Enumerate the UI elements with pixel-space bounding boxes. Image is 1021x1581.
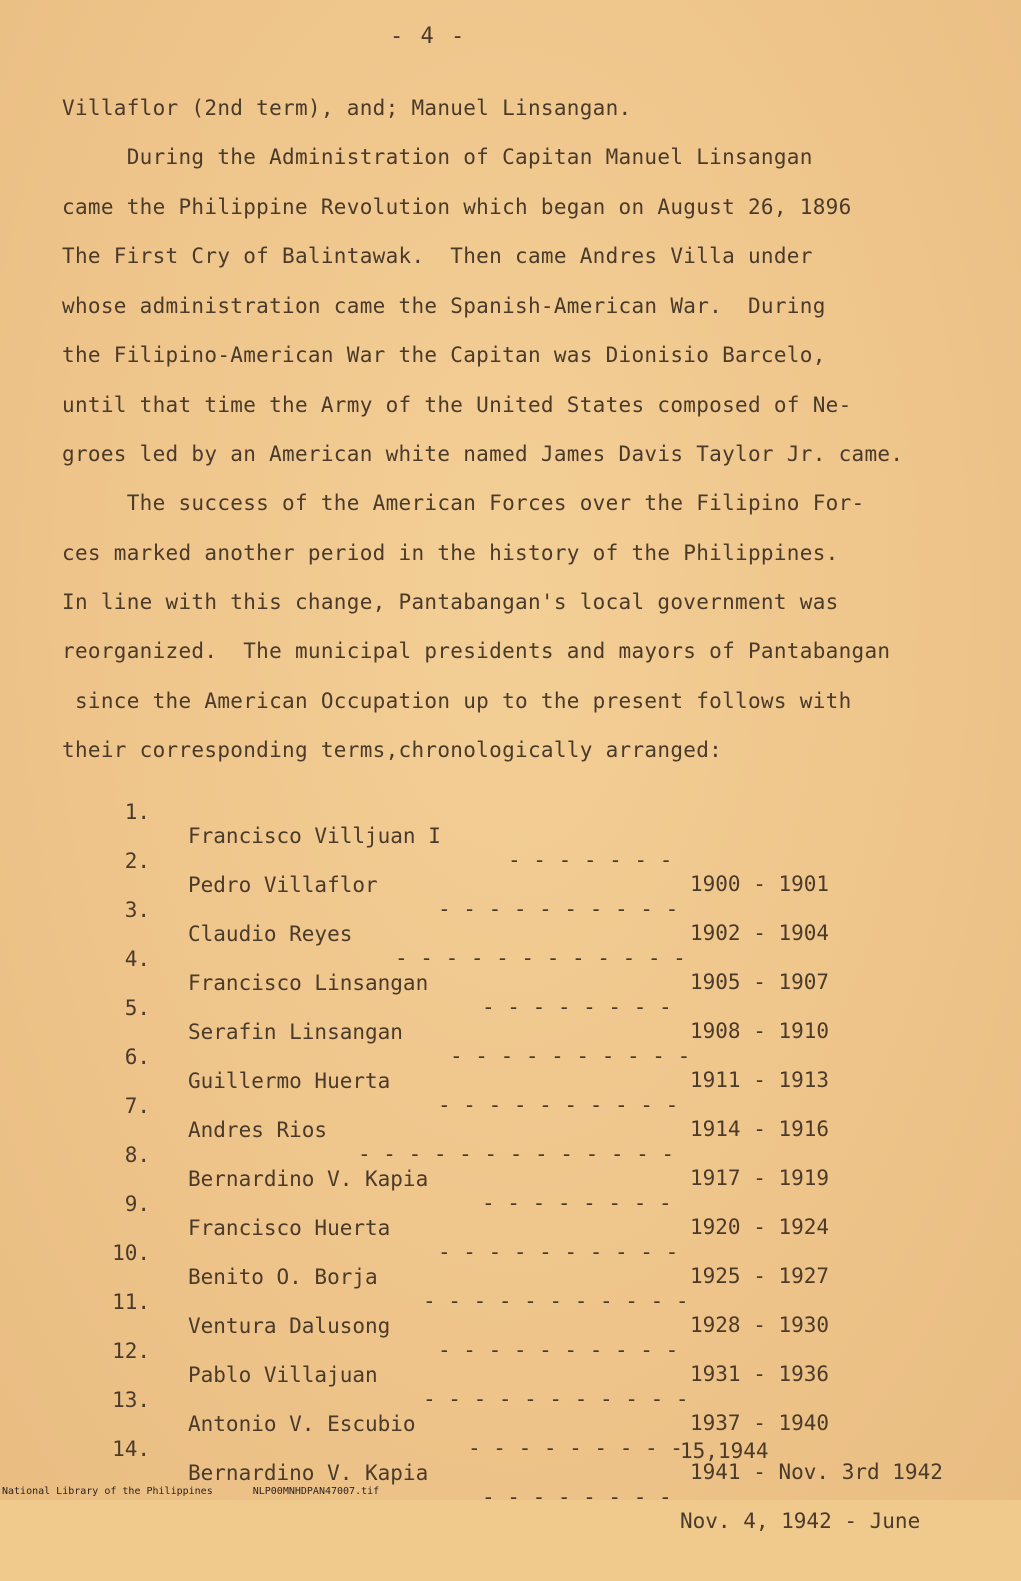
- list-item: 3. Claudio Reyes - - - - - - - - - - - - 1905 - 1907: [124, 898, 830, 994]
- footer-library: National Library of the Philippines: [2, 1486, 213, 1497]
- list-item: 1. Francisco Villjuan I - - - - - - - 1900 - 1901: [124, 800, 830, 896]
- list-item: 10. Benito O. Borja - - - - - - - - - - - 1928 - 1930: [112, 1241, 830, 1337]
- text-line-3: came the Philippine Revolution which began on August 26, 1896: [62, 195, 852, 219]
- list-item: 14. Bernardino V. Kapia - - - - - - - - Nov. 4, 1942 - June 15,1944: [112, 1437, 921, 1533]
- text-line-4: The First Cry of Balintawak. Then came Andres Villa under: [62, 244, 813, 268]
- text-line-5: whose administration came the Spanish-American War. During: [62, 294, 826, 318]
- list-item: 4. Francisco Linsangan - - - - - - - - 1908 - 1910: [124, 947, 830, 1043]
- list-item: 2. Pedro Villaflor - - - - - - - - - - 1902 - 1904: [124, 849, 830, 945]
- archive-footer: [2, 1486, 419, 1497]
- text-line-9: The success of the American Forces over the Filipino For-: [62, 491, 865, 515]
- text-line-11: In line with this change, Pantabangan's local government was: [62, 590, 839, 614]
- page-number: - 4 -: [390, 24, 467, 49]
- text-line-14: their corresponding terms,chronologically arranged:: [62, 738, 723, 762]
- footer-file: NLP00MNHDPAN47007.tif: [252, 1486, 380, 1497]
- text-line-13: since the American Occupation up to the present follows with: [62, 689, 852, 713]
- list-item: 11. Ventura Dalusong - - - - - - - - - - 1931 - 1936: [112, 1290, 830, 1386]
- text-line-8: groes led by an American white named James Davis Taylor Jr. came.: [62, 442, 904, 466]
- text-line-12: reorganized. The municipal presidents and mayors of Pantabangan: [62, 639, 891, 663]
- text-line-2: During the Administration of Capitan Manuel Linsangan: [62, 145, 813, 169]
- text-line-10: ces marked another period in the history of the Philippines.: [62, 541, 839, 565]
- text-line-1: Villaflor (2nd term), and; Manuel Linsangan.: [62, 96, 632, 120]
- list-item: 13. Antonio V. Escubio - - - - - - - - - 1941 - Nov. 3rd 1942: [112, 1388, 943, 1484]
- list-item: 9. Francisco Huerta - - - - - - - - - - 1925 - 1927: [124, 1192, 830, 1288]
- text-line-7: until that time the Army of the United States composed of Ne-: [62, 393, 852, 417]
- list-item: 6. Guillermo Huerta - - - - - - - - - - 1914 - 1916: [124, 1045, 830, 1141]
- list-item: 5. Serafin Linsangan - - - - - - - - - - 1911 - 1913: [124, 996, 830, 1092]
- list-item: 12. Pablo Villajuan - - - - - - - - - - - 1937 - 1940: [112, 1339, 830, 1435]
- text-line-6: the Filipino-American War the Capitan was Dionisio Barcelo,: [62, 343, 826, 367]
- list-item: 8. Bernardino V. Kapia - - - - - - - - 1920 - 1924: [124, 1143, 830, 1239]
- list-item: 7. Andres Rios - - - - - - - - - - - - - 1917 - 1919: [124, 1094, 830, 1190]
